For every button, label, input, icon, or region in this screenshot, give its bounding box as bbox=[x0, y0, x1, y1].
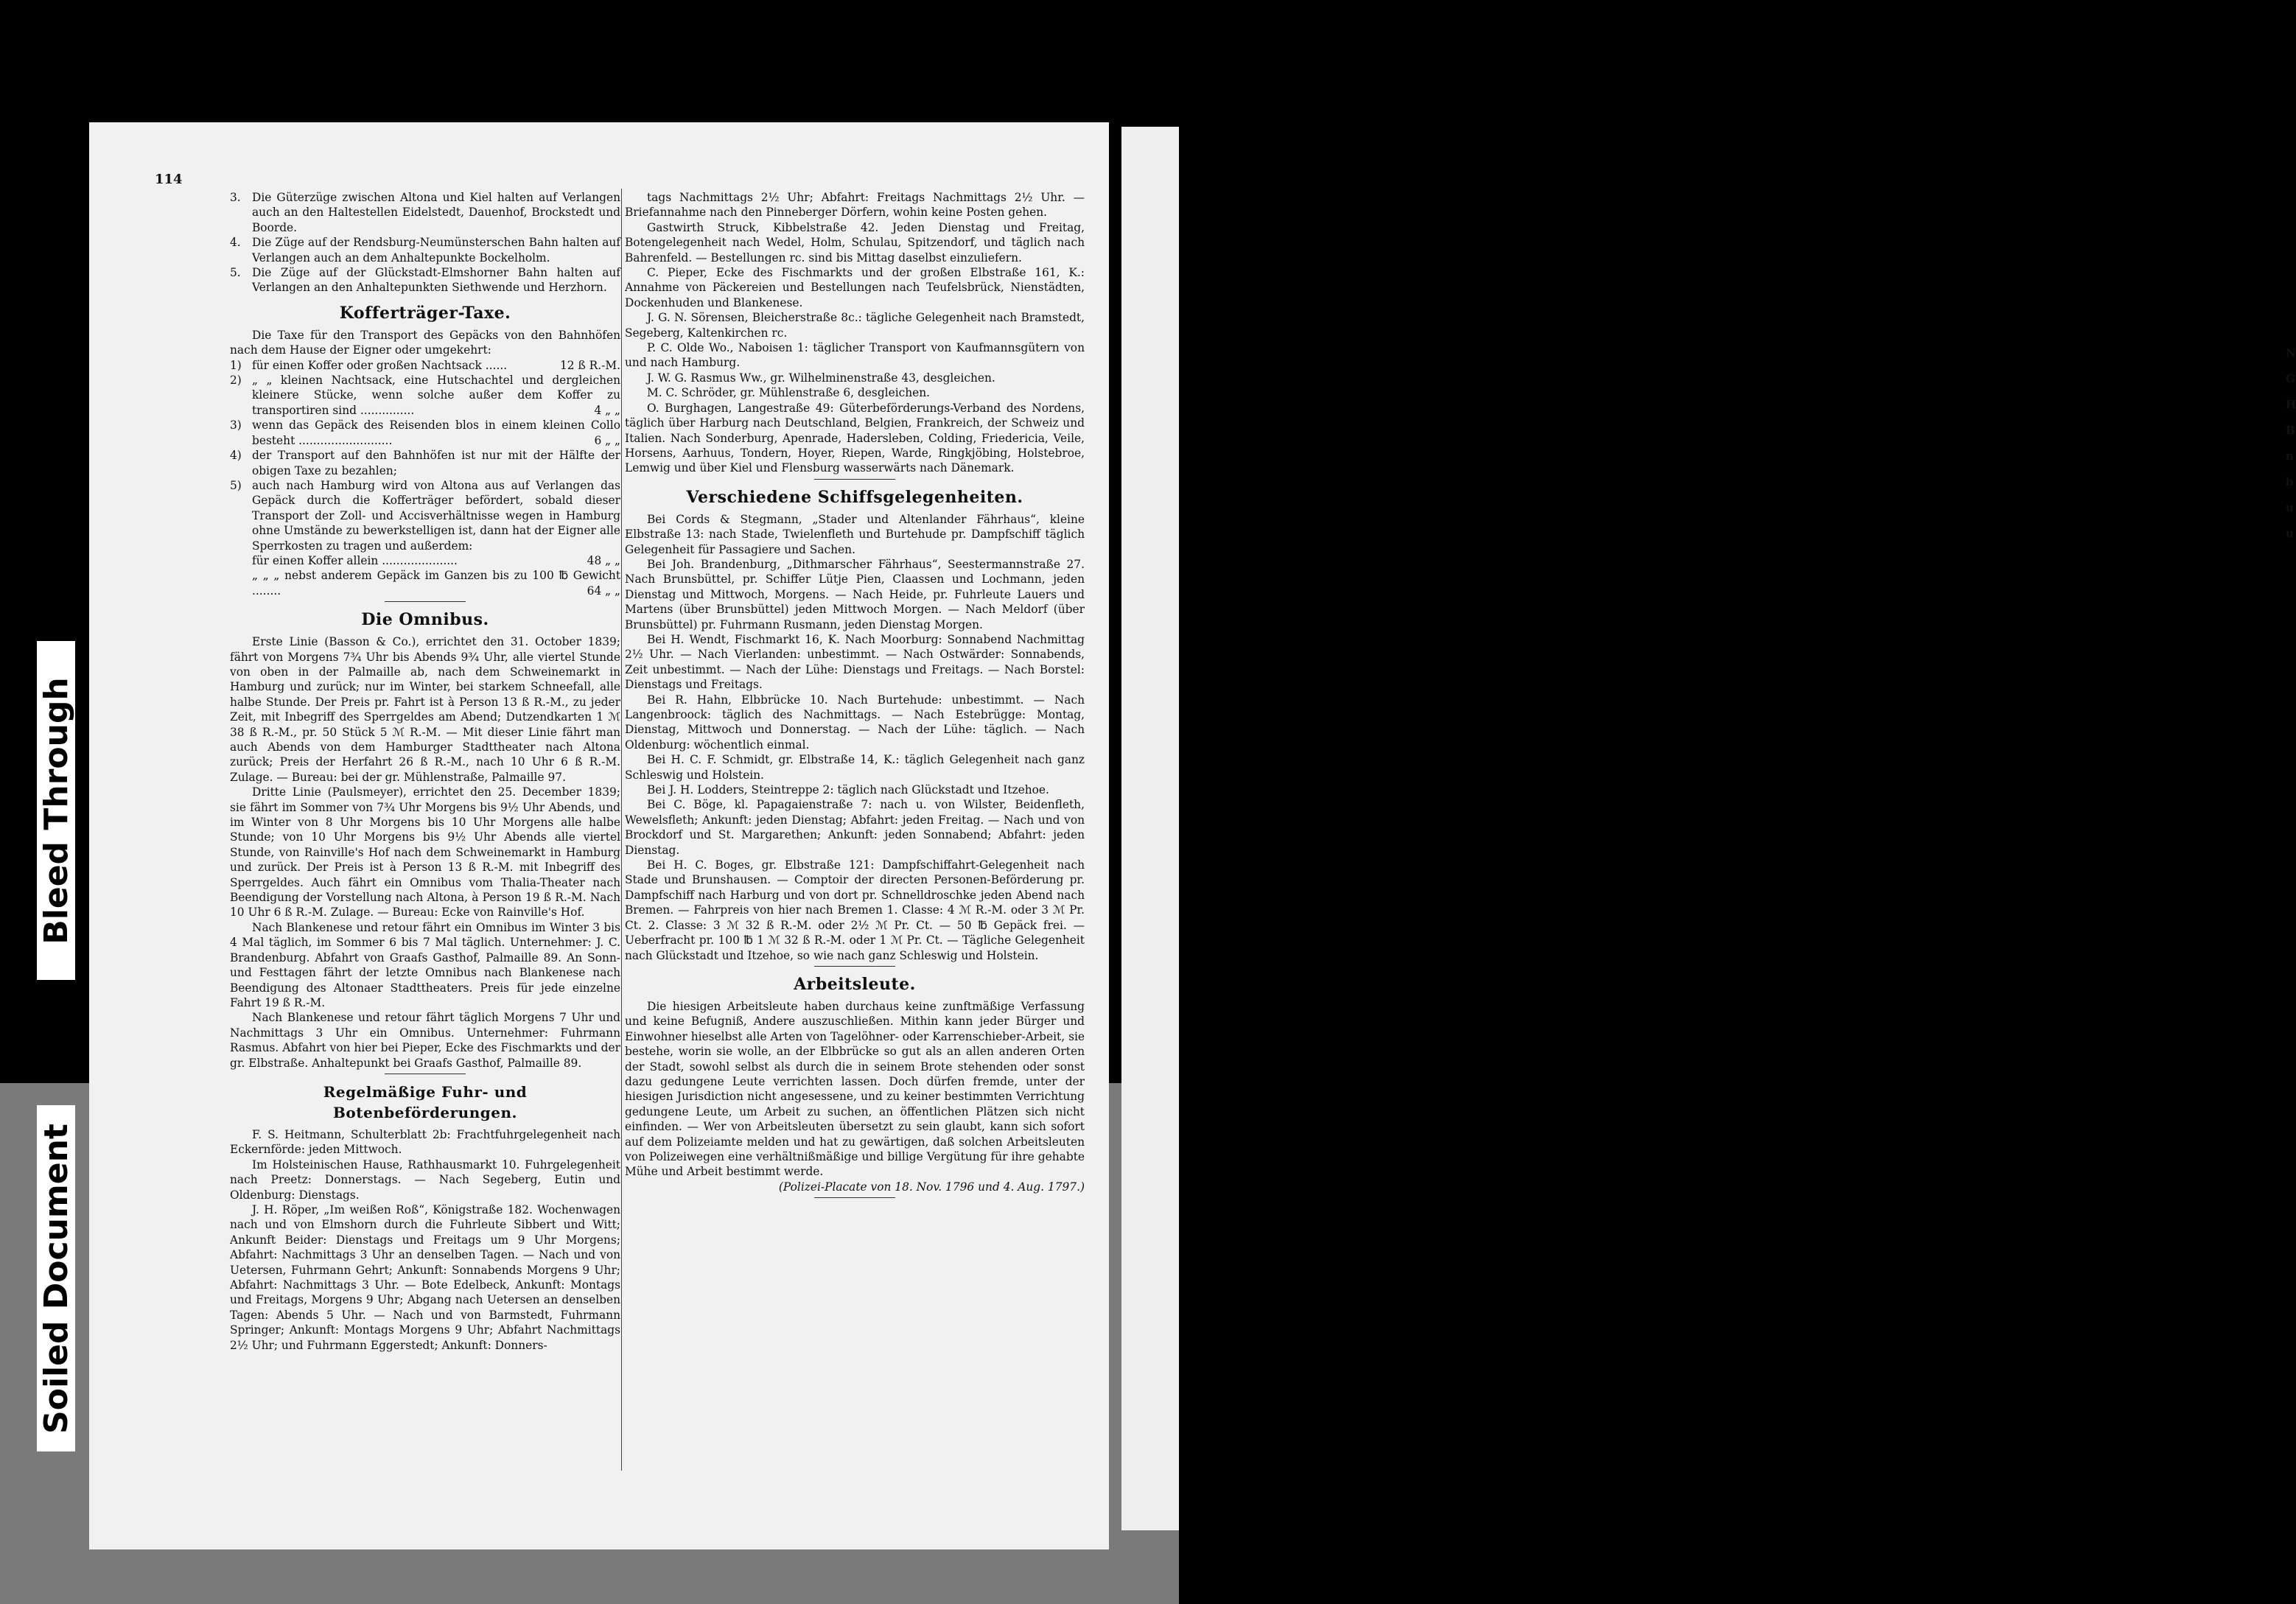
item-price: 48 „ „ bbox=[587, 553, 620, 567]
schiff-paragraph: Bei Cords & Stegmann, „Stader und Altenlander Fährhaus“, kleine Elbstraße 13: nach Stade, Twielenfleth und Burtehude pr. Dampfschiff täglich Gelegenheit für Passagiere und Sachen. bbox=[625, 512, 1085, 556]
koffer-intro: Die Taxe für den Transport des Gepäcks von den Bahnhöfen nach dem Hause der Eigner oder umgekehrt: bbox=[230, 328, 620, 357]
item-body bbox=[252, 448, 620, 478]
edge-letter: B bbox=[2286, 424, 2295, 437]
page-number: 114 bbox=[155, 172, 183, 187]
item-number: 3) bbox=[230, 418, 242, 432]
item-number: 5) bbox=[230, 478, 242, 492]
edge-letter: n bbox=[2286, 449, 2294, 463]
schiff-paragraph: Bei J. H. Lodders, Steintreppe 2: täglich nach Glückstadt und Itzehoe. bbox=[647, 783, 1049, 797]
edge-letter: G bbox=[2286, 372, 2295, 385]
item-text: Die Züge auf der Glückstadt-Elmshorner Bahn halten auf Verlangen an den Anhaltepunkten Siethwende und Herzhorn. bbox=[252, 266, 620, 295]
item-body bbox=[252, 373, 620, 418]
right-column bbox=[625, 190, 1085, 1202]
item-body bbox=[252, 478, 620, 553]
item-number: 1) bbox=[230, 358, 242, 372]
item-number: 2) bbox=[230, 374, 242, 388]
edge-letter: b bbox=[2286, 475, 2294, 488]
item-text: wenn das Gepäck des Reisenden blos in einem kleinen Collo besteht .......................... bbox=[252, 418, 620, 447]
koffer-extra-list bbox=[230, 553, 620, 598]
carrier-paragraph: Gastwirth Struck, Kibbelstraße 42. Jeden Dienstag und Freitag, Botengelegenheit nach Wedel, Holm, Schulau, Spitzendorf, und täglich nach Bahrenfeld. — Bestellungen rc. sind bis Mittag daselbst einzuliefern. bbox=[625, 220, 1085, 265]
arbeit-heading: Arbeitsleute. bbox=[794, 974, 916, 994]
carrier-paragraph: M. C. Schröder, gr. Mühlenstraße 6, desgleichen. bbox=[647, 386, 931, 400]
carrier-paragraph: J. G. N. Sörensen, Bleicherstraße 8c.: tägliche Gelegenheit nach Bramstedt, Segeberg, Kaltenkirchen rc. bbox=[625, 311, 1085, 340]
intro-item bbox=[230, 190, 620, 235]
section-rule bbox=[385, 601, 466, 602]
item-text: für einen Koffer oder großen Nachtsack ...... bbox=[252, 358, 508, 372]
item-body bbox=[252, 358, 620, 373]
left-column bbox=[230, 190, 620, 1353]
regel-text bbox=[230, 1127, 620, 1353]
carrier-paragraph: O. Burghagen, Langestraße 49: Güterbeförderungs-Verband des Nordens, täglich über Harburg nach Deutschland, Belgien, Frankreich, der Schweiz und Italien. Nach Sonderburg, Apenrade, Hadersleben, Colding, Friedericia, Veile, Horsens, Aarhuus, Tondern, Hoyer, Riepen, Warde, Ringkjöbing, Holstebroe, Lemwig und über Kiel und Flensburg wasserwärts nach Dänemark. bbox=[625, 401, 1085, 475]
carrier-paragraph: J. W. G. Rasmus Ww., gr. Wilhelminenstraße 43, desgleichen. bbox=[647, 371, 995, 385]
regel-heading: Regelmäßige Fuhr- und Botenbeförderungen. bbox=[323, 1082, 528, 1121]
omnibus-paragraph: Erste Linie (Basson & Co.), errichtet den 31. October 1839; fährt von Morgens 7¾ Uhr bis Abends 9¾ Uhr, alle viertel Stunde von oben in der Palmaille ab, nach dem Schweinemarkt in Hamburg und zurück; nur im Winter, bei starkem Schneefall, alle halbe Stunde. Der Preis pr. Fahrt ist à Person 13 ß R.-M., zu jeder Zeit, mit Inbegriff des Sperrgeldes am Abend; Dutzendkarten 1 ℳ 38 ß R.-M., pr. 50 Stück 5 ℳ R.-M. — Mit dieser Linie fährt man auch Abends von dem Hamburger Stadttheater nach Altona zurück; Preis der Herfahrt 26 ß R.-M., nach 10 Uhr 6 ß R.-M. Zulage. — Bureau: bei der gr. Mühlenstraße, Palmaille 97. bbox=[230, 635, 620, 784]
edge-letter: N bbox=[2286, 346, 2296, 360]
schiff-paragraph: Bei Joh. Brandenburg, „Dithmarscher Fährhaus“, Seestermannstraße 27. Nach Brunsbüttel, pr. Schiffer Lütje Pien, Claassen und Lochmann, jeden Dienstag und Mittwoch, Morgens. — Nach Heide, pr. Fuhrleute Lauers und Martens (über Brunsbüttel) jeden Mittwoch Morgen. — Nach Meldorf (über Brunsbüttel) pr. Fuhrmann Rusmann, jeden Dienstag Morgen. bbox=[625, 557, 1085, 631]
section-rule bbox=[814, 966, 895, 967]
koffer-item bbox=[230, 448, 620, 478]
item-text: auch nach Hamburg wird von Altona aus auf Verlangen das Gepäck durch die Kofferträger befördert, sobald dieser Transport der Zoll- und Accisverhältnisse wegen in Hamburg ohne Umstände zu bewerkstelligen ist, dann hat der Eigner alle Sperrkosten zu tragen und außerdem: bbox=[252, 478, 620, 553]
koffer-heading: Kofferträger-Taxe. bbox=[339, 303, 511, 323]
item-number: 5. bbox=[230, 266, 241, 280]
item-text: Die Güterzüge zwischen Altona und Kiel halten auf Verlangen auch an den Haltestellen Eidelstedt, Dauenhof, Brockstedt und Boorde. bbox=[252, 191, 620, 234]
item-number: 4. bbox=[230, 236, 241, 250]
item-text: „ „ „ nebst anderem Gepäck im Ganzen bis zu 100 ℔ Gewicht ........ bbox=[252, 569, 620, 598]
item-body bbox=[252, 418, 620, 448]
item-price: 12 ß R.-M. bbox=[560, 358, 620, 372]
item-text: der Transport auf den Bahnhöfen ist nur mit der Hälfte der obigen Taxe zu bezahlen; bbox=[252, 449, 620, 477]
koffer-item bbox=[230, 358, 620, 373]
schiff-paragraph: Bei H. C. F. Schmidt, gr. Elbstraße 14, K.: täglich Gelegenheit nach ganz Schleswig und Holstein. bbox=[625, 753, 1085, 782]
omnibus-paragraph: Nach Blankenese und retour fährt täglich Morgens 7 Uhr und Nachmittags 3 Uhr ein Omnibus. Unternehmer: Fuhrmann Rasmus. Abfahrt von hier bei Pieper, Ecke des Fischmarkts und der gr. Elbstraße. Anhaltepunkt bei Graafs Gasthof, Palmaille 89. bbox=[230, 1011, 620, 1070]
intro-list bbox=[230, 190, 620, 295]
adjacent-page-edge bbox=[1121, 127, 2296, 1530]
koffer-item bbox=[230, 373, 620, 418]
carrier-paragraph: C. Pieper, Ecke des Fischmarkts und der großen Elbstraße 161, K.: Annahme von Päckereien und Bestellungen nach Teufelsbrück, Nienstädten, Dockenhuden und Blankenese. bbox=[625, 266, 1085, 309]
koffer-extra-item bbox=[252, 553, 620, 568]
schiff-heading: Verschiedene Schiffsgelegenheiten. bbox=[686, 487, 1023, 507]
adjacent-page-letters bbox=[2286, 348, 2296, 554]
section-rule bbox=[814, 1197, 895, 1198]
koffer-item bbox=[230, 478, 620, 553]
item-price: 4 „ „ bbox=[594, 403, 620, 417]
koffer-list bbox=[230, 358, 620, 553]
item-text: Die Züge auf der Rendsburg-Neumünsterschen Bahn halten auf Verlangen auch an dem Anhaltepunkte Bockelholm. bbox=[252, 236, 620, 265]
item-price: 6 „ „ bbox=[594, 433, 620, 447]
koffer-item bbox=[230, 418, 620, 448]
regel-paragraph: F. S. Heitmann, Schulterblatt 2b: Frachtfuhrgelegenheit nach Eckernförde: jeden Mittwoch. bbox=[230, 1127, 620, 1157]
intro-item bbox=[230, 265, 620, 295]
regel-paragraph: J. H. Röper, „Im weißen Roß“, Königstraße 182. Wochenwagen nach und von Elmshorn durch die Fuhrleute Sibbert und Witt; Ankunft Beider: Dienstags und Freitags um 9 Uhr Morgens; Abfahrt: Nachmittags 3 Uhr an denselben Tagen. — Nach und von Uetersen, Fuhrmann Gehrt; Ankunft: Sonnabends Morgens 9 Uhr; Abfahrt: Nachmittags 3 Uhr. — Bote Edelbeck, Ankunft: Montags und Freitags, Morgens 9 Uhr; Abgang nach Uetersen an denselben Tagen: Abends 5 Uhr. — Nach und von Barmstedt, Fuhrmann Springer; Ankunft: Montags Morgens 9 Uhr; Abfahrt Nachmittags 2½ Uhr; und Fuhrmann Eggerstedt; Ankunft: Donners- bbox=[230, 1202, 620, 1352]
arbeit-source: (Polizei-Placate von 18. Nov. 1796 und 4. Aug. 1797.) bbox=[778, 1180, 1085, 1194]
item-price: 64 „ „ bbox=[587, 584, 620, 598]
omnibus-heading: Die Omnibus. bbox=[361, 610, 489, 630]
regel-paragraph: Im Holsteinischen Hause, Rathhausmarkt 10. Fuhrgelegenheit nach Preetz: Donnerstags. — Nach Segeberg, Eutin und Oldenburg: Dienstags. bbox=[230, 1158, 620, 1202]
soiled-document-label: Soiled Document bbox=[37, 1105, 75, 1451]
koffer-extra-item bbox=[252, 568, 620, 598]
edge-letter: u bbox=[2286, 501, 2294, 514]
schiff-paragraph: Bei R. Hahn, Elbbrücke 10. Nach Burtehude: unbestimmt. — Nach Langenbroock: täglich des Nachmittags. — Nach Estebrügge: Montag, Dienstag, Mittwoch und Donnerstag. — Nach der Lühe: täglich. — Nach Oldenburg: wöchentlich einmal. bbox=[625, 693, 1085, 752]
schiff-paragraph: Bei H. C. Boges, gr. Elbstraße 121: Dampfschiffahrt-Gelegenheit nach Stade und Brunshausen. — Comptoir der directen Personen-Beförderung pr. Dampfschiff nach Harburg und von dort pr. Schnelldroschke jeden Abend nach Bremen. — Fahrpreis von hier nach Bremen 1. Classe: 4 ℳ R.-M. oder 3 ℳ Pr. Ct. 2. Classe: 3 ℳ 32 ß R.-M. oder 2½ ℳ Pr. Ct. — 50 ℔ Gepäck frei. — Ueberfracht pr. 100 ℔ 1 ℳ 32 ß R.-M. oder 1 ℳ Pr. Ct. — Tägliche Gelegenheit nach Glückstadt und Itzehoe, so wie nach ganz Schleswig und Holstein. bbox=[625, 858, 1085, 962]
schiff-paragraph: Bei H. Wendt, Fischmarkt 16, K. Nach Moorburg: Sonnabend Nachmittag 2½ Uhr. — Nach Vierlanden: unbestimmt. — Nach Ostwärder: Sonnabends, Zeit unbestimmt. — Nach der Lühe: Dienstags und Freitags. — Nach Borstel: Dienstags und Freitags. bbox=[625, 632, 1085, 692]
omnibus-text bbox=[230, 634, 620, 1071]
section-rule bbox=[814, 479, 895, 480]
edge-letter: H bbox=[2286, 398, 2296, 411]
bleed-through-label: Bleed Through bbox=[37, 641, 75, 980]
carrier-paragraph: tags Nachmittags 2½ Uhr; Abfahrt: Freitags Nachmittags 2½ Uhr. — Briefannahme nach den Pinneberger Dörfern, wohin keine Posten gehen. bbox=[625, 191, 1085, 220]
arbeit-text: Die hiesigen Arbeitsleute haben durchaus keine zunftmäßige Verfassung und keine Befugniß, Andere auszuschließen. Mithin kann jeder Bürger und Einwohner hieselbst alle Arten von Tagelöhner- oder Karrenschieber-Arbeit, sie bestehe, worin sie wolle, an der Elbbrücke so gut als an allen anderen Orten der Stadt, sowohl selbst als durch die in seinem Brote stehenden oder sonst dazu gedungene Leute verrichten lassen. Doch dürfen fremde, unter der hiesigen Jurisdiction nicht angesessene, und zu keiner bestimmten Verrichtung gedungene Leute, um Arbeit zu suchen, an öffentlichen Plätzen sich nicht einfinden. — Wer von Arbeitsleuten übersetzt zu sein glaubt, kann sich sofort auf dem Polizeiamte melden und hat zu gewärtigen, daß solchen Arbeitsleuten von Polizeiwegen eine verhältnißmäßige und billige Vergütung für ihre gehabte Mühe und Arbeit bestimmt werde. bbox=[625, 999, 1085, 1179]
column-divider bbox=[621, 189, 622, 1471]
item-text: für einen Koffer allein ..................... bbox=[252, 553, 458, 567]
item-number: 4) bbox=[230, 449, 242, 463]
carrier-text bbox=[625, 190, 1085, 476]
item-text: „ „ kleinen Nachtsack, eine Hutschachtel und dergleichen kleinere Stücke, wenn solche außer dem Koffer zu transportiren sind ............... bbox=[252, 374, 620, 417]
omnibus-paragraph: Dritte Linie (Paulsmeyer), errichtet den 25. December 1839; sie fährt im Sommer von 7¾ Uhr Morgens bis 9½ Uhr Abends, und im Winter von 8 Uhr Morgens bis 10 Uhr Morgens alle halbe Stunde; von 10 Uhr Morgens bis 9½ Uhr Abends alle viertel Stunde, von Rainville's Hof nach dem Schweinemarkt in Hamburg und zurück. Der Preis ist à Person 13 ß R.-M. mit Inbegriff des Sperrgeldes. Auch fährt ein Omnibus vom Thalia-Theater nach Beendigung der Vorstellung nach Altona, à Person 19 ß R.-M. Nach 10 Uhr 6 ß R.-M. Zulage. — Bureau: Ecke von Rainville's Hof. bbox=[230, 785, 620, 920]
omnibus-paragraph: Nach Blankenese und retour fährt ein Omnibus im Winter 3 bis 4 Mal täglich, im Sommer 6 bis 7 Mal täglich. Unternehmer: J. C. Brandenburg. Abfahrt von Graafs Gasthof, Palmaille 89. An Sonn- und Festtagen fährt der letzte Omnibus nach Blankenese nach Beendigung des Altonaer Stadttheaters. Preis für jede einzelne Fahrt 19 ß R.-M. bbox=[230, 920, 620, 1009]
schiff-text bbox=[625, 512, 1085, 963]
schiff-paragraph: Bei C. Böge, kl. Papagaienstraße 7: nach u. von Wilster, Beidenfleth, Wewelsfleth; Ankunft: jeden Dienstag; Abfahrt: jeden Freitag. — Nach und von Brockdorf und St. Margarethen; Ankunft: jeden Sonnabend; Abfahrt: jeden Dienstag. bbox=[625, 798, 1085, 857]
intro-item bbox=[230, 235, 620, 265]
item-number: 3. bbox=[230, 191, 241, 204]
edge-letter: u bbox=[2286, 527, 2294, 540]
carrier-paragraph: P. C. Olde Wo., Naboisen 1: täglicher Transport von Kaufmannsgütern von und nach Hamburg. bbox=[625, 341, 1085, 370]
